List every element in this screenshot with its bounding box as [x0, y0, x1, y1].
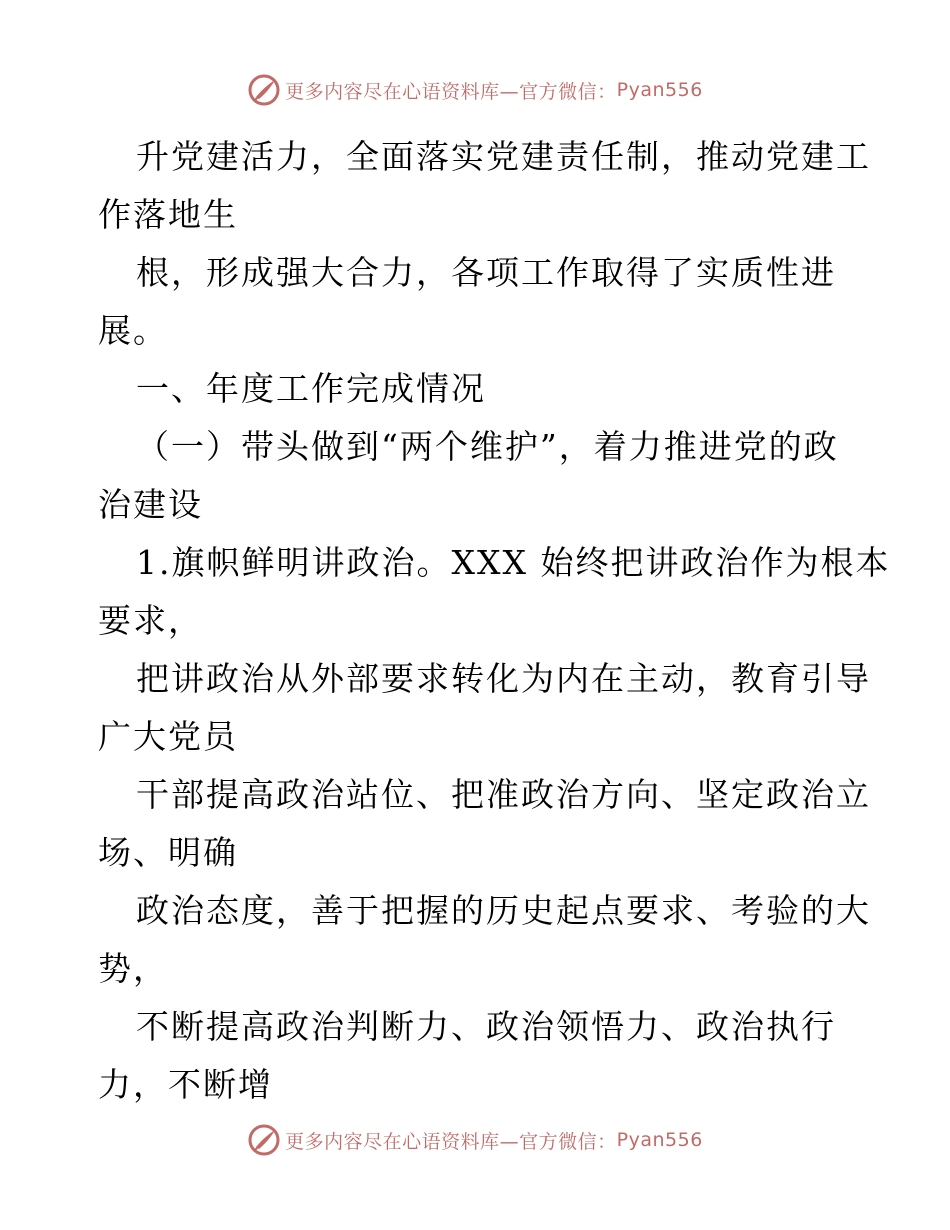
paragraph-line: 不断提高政治判断力、政治领悟力、政治执行 [136, 1007, 836, 1046]
subsection-heading-cont: 治建设 [98, 485, 203, 524]
paragraph-line: 力，不断增 [98, 1065, 273, 1104]
footer-banner [0, 1122, 950, 1158]
paragraph-line: 势， [98, 949, 168, 988]
paragraph-line: 作落地生 [98, 195, 238, 234]
paragraph-line: 场、明确 [98, 833, 238, 872]
header-banner-wechat: Pyan556 [616, 79, 703, 101]
paragraph-line: 升党建活力，全面落实党建责任制，推动党建工 [136, 137, 871, 176]
footer-banner-wechat: Pyan556 [616, 1129, 703, 1151]
paragraph-line: 展。 [98, 311, 168, 350]
header-banner-text: 更多内容尽在心语资料库—官方微信： [285, 80, 617, 103]
document-body [98, 128, 891, 1114]
feather-pen-icon [247, 1123, 281, 1157]
paragraph-line: 把讲政治从外部要求转化为内在主动，教育引导 [136, 659, 871, 698]
paragraph-line: 根，形成强大合力，各项工作取得了实质性进 [136, 253, 836, 292]
paragraph-line: 1.旗帜鲜明讲政治。XXX 始终把讲政治作为根本 [136, 543, 891, 582]
paragraph-line: 广大党员 [98, 717, 238, 756]
section-heading: 一、年度工作完成情况 [136, 369, 486, 408]
subsection-heading: （一）带头做到“两个维护”，着力推进党的政 [136, 427, 839, 466]
feather-pen-icon [247, 73, 281, 107]
paragraph-line: 政治态度，善于把握的历史起点要求、考验的大 [136, 891, 871, 930]
paragraph-line: 要求， [98, 601, 203, 640]
footer-banner-text: 更多内容尽在心语资料库—官方微信： [285, 1130, 617, 1153]
header-banner [0, 72, 950, 108]
paragraph-line: 干部提高政治站位、把准政治方向、坚定政治立 [136, 775, 871, 814]
